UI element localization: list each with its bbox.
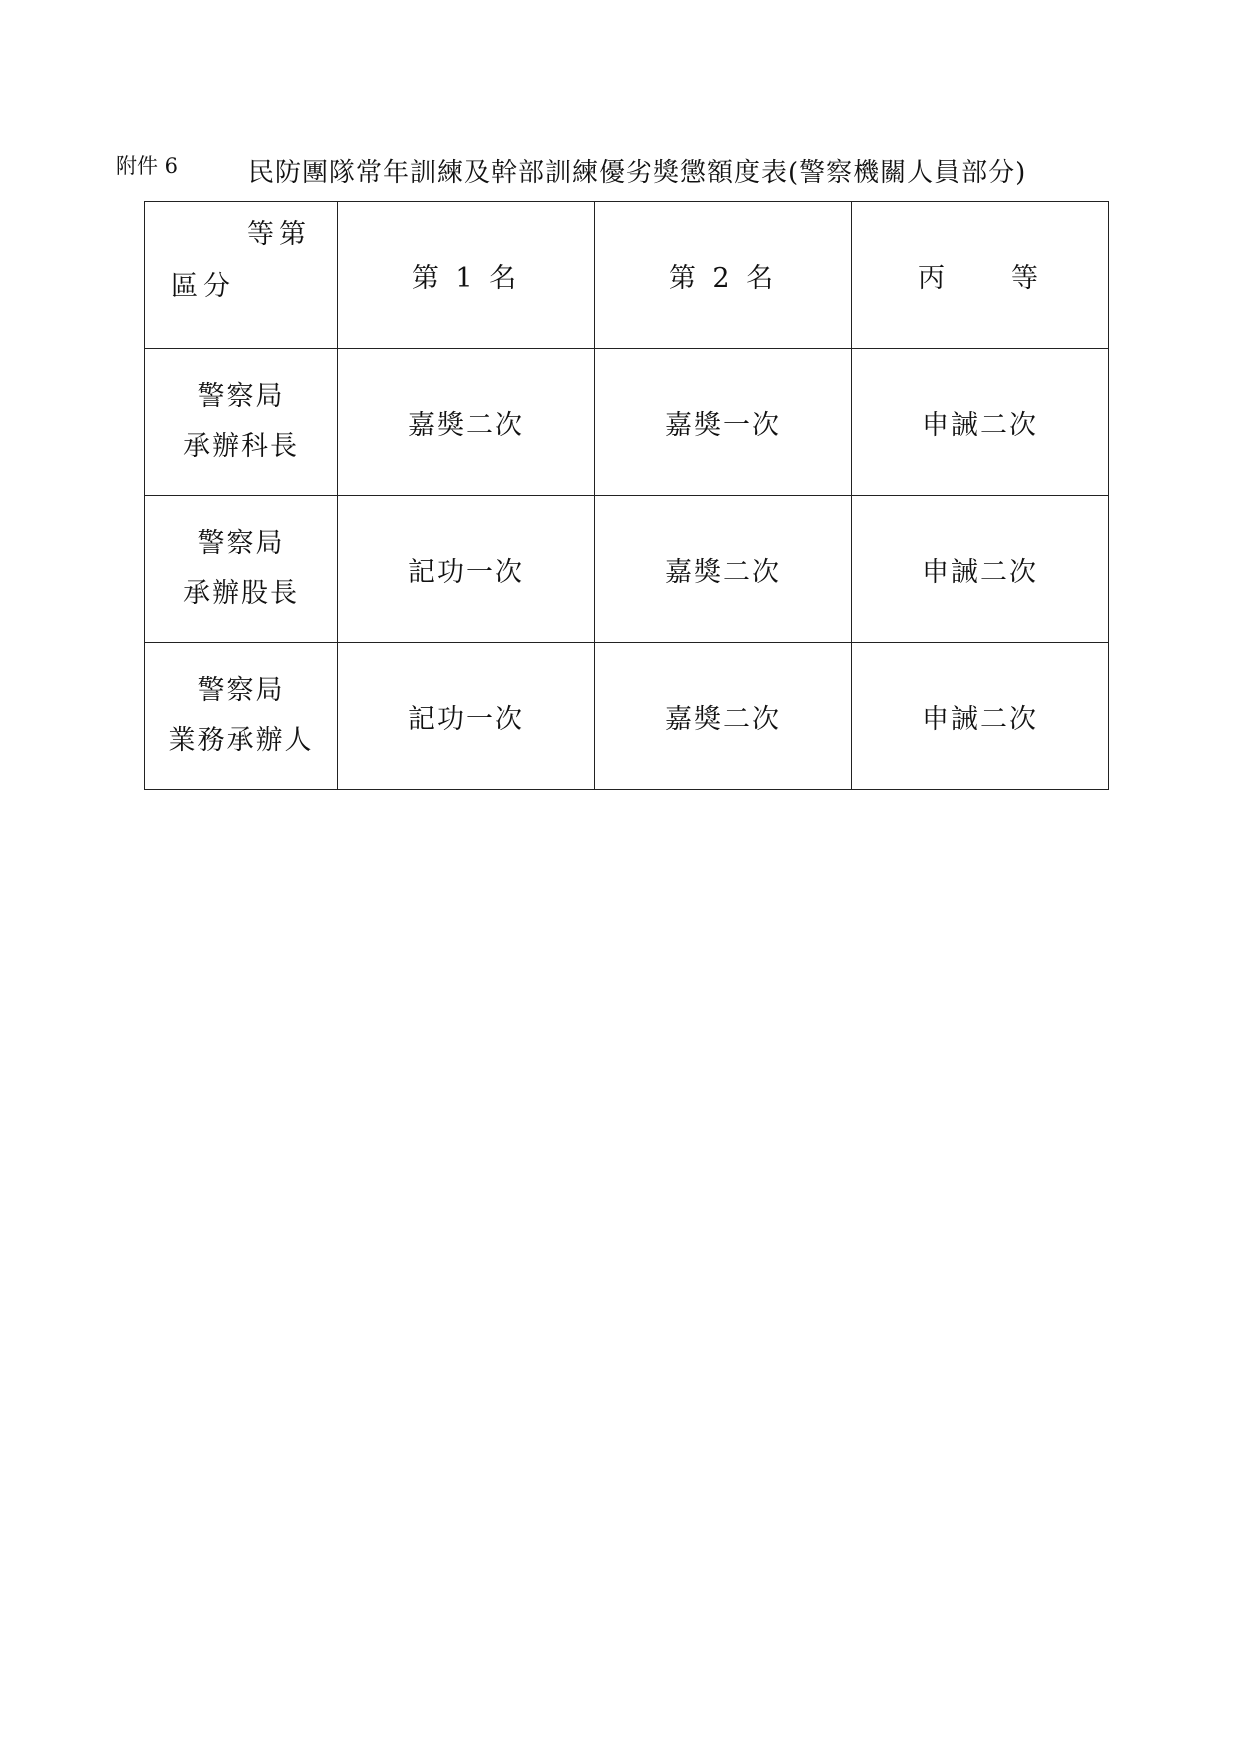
- row-label-line: 警察局: [197, 381, 285, 412]
- table-cell: 嘉獎二次: [595, 496, 852, 643]
- table-cell: 記功一次: [338, 496, 595, 643]
- attachment-label: 附件 6: [116, 154, 179, 178]
- table-cell: 嘉獎二次: [595, 643, 852, 790]
- table-row: [145, 643, 1109, 790]
- row-label-line: 承辦股長: [183, 578, 299, 609]
- award-table-container: [144, 201, 1109, 790]
- header-first-place: [338, 202, 595, 349]
- row-label-line: 警察局: [197, 675, 285, 706]
- table-cell: 申誡二次: [852, 496, 1109, 643]
- table-row: [145, 349, 1109, 496]
- row-label-line: 警察局: [197, 528, 285, 559]
- corner-category-label: 區分: [171, 271, 235, 302]
- table-cell: 嘉獎二次: [338, 349, 595, 496]
- header-label: 第 1 名: [411, 262, 521, 294]
- table-header-row: [145, 202, 1109, 349]
- table-cell: 申誡二次: [852, 349, 1109, 496]
- header-label: 第 2 名: [668, 262, 778, 294]
- table-cell: 記功一次: [338, 643, 595, 790]
- document-title: 民防團隊常年訓練及幹部訓練優劣獎懲額度表(警察機關人員部分): [248, 158, 1027, 188]
- header-grade-c: [852, 202, 1109, 349]
- award-table: [144, 201, 1109, 790]
- corner-rank-label: 等第: [247, 219, 311, 250]
- row-label-cell: [145, 496, 338, 643]
- header-label: 丙 等: [918, 262, 1042, 294]
- table-corner-cell: [145, 202, 338, 349]
- table-row: [145, 496, 1109, 643]
- table-cell: 申誡二次: [852, 643, 1109, 790]
- table-cell: 嘉獎一次: [595, 349, 852, 496]
- row-label-line: 業務承辦人: [168, 725, 314, 756]
- row-label-cell: [145, 643, 338, 790]
- header-second-place: [595, 202, 852, 349]
- row-label-cell: [145, 349, 338, 496]
- row-label-line: 承辦科長: [183, 431, 299, 462]
